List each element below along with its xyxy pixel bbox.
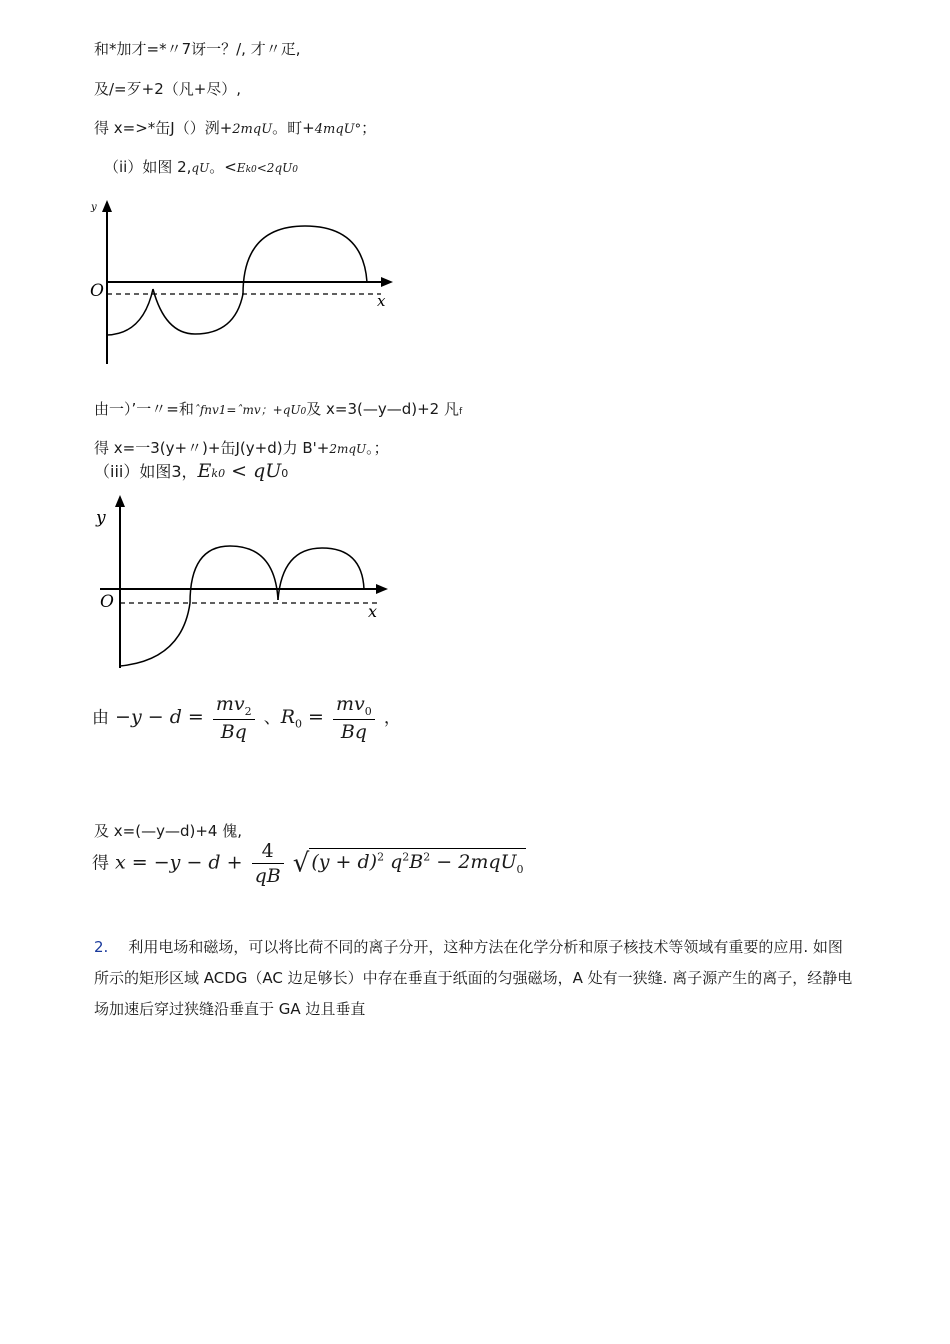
- eq2-sqrt-sign: √: [292, 848, 310, 879]
- eq1-equals: =: [308, 705, 324, 728]
- fig3-y-arrow: [115, 495, 125, 507]
- eq2-prefix: 得: [92, 853, 109, 874]
- line-1-text: 和*加才=*〃7讶一？/, 才〃疋,: [94, 40, 301, 58]
- line-6-part-a: 得 x=一3(y+〃)+缶J(y+d)力 B'+: [94, 439, 330, 457]
- fig2-origin-label: O: [90, 281, 104, 301]
- text-line-7: [94, 459, 288, 482]
- eq2-fraction: [252, 840, 284, 887]
- eq1-prefix: 由: [92, 707, 109, 728]
- figure-3: [90, 490, 400, 672]
- line-3-part-c: 。町+: [272, 119, 315, 137]
- eq2-radicand-d: − 2mqU: [430, 851, 517, 874]
- line-7-part-c: k0: [211, 467, 226, 480]
- line-6-part-b: 2mqU: [329, 442, 367, 456]
- line-4-part-c: 。<: [209, 158, 237, 176]
- line-3-part-b: 2mqU: [232, 122, 273, 137]
- line-2-text: 及/=歹+2（凡+尽）,: [94, 80, 242, 98]
- line-7-part-e: 0: [281, 467, 289, 480]
- text-line-5: [94, 398, 462, 419]
- line-3-part-e: ；: [361, 119, 377, 137]
- question-2-number: 2.: [94, 938, 109, 956]
- line-8-text: 及 x=(—y—d)+4 傀,: [94, 822, 242, 840]
- fig3-origin-label: O: [100, 592, 114, 612]
- eq1-f1-numerator: mv: [215, 693, 245, 715]
- eq2-lhs: x = −y − d +: [115, 851, 243, 874]
- eq1-r: R: [280, 705, 295, 728]
- eq1-separator: 、: [263, 707, 281, 728]
- fig3-x-label: x: [368, 602, 378, 621]
- figure-2: [85, 196, 405, 368]
- fig2-x-label: x: [377, 292, 386, 310]
- fig2-y-label: y: [91, 202, 97, 213]
- line-7-part-b: E: [197, 460, 212, 482]
- text-line-1: [94, 38, 300, 59]
- eq1-f2-numerator: mv: [336, 693, 365, 715]
- eq1-fraction-1: [213, 693, 255, 743]
- eq1-fraction-2: [333, 693, 375, 743]
- fig3-path-2: [190, 546, 278, 603]
- line-4-part-b: qU: [191, 161, 210, 175]
- eq1-lhs: −y − d =: [115, 705, 204, 728]
- text-line-6: [94, 437, 389, 458]
- question-2: [94, 932, 854, 1025]
- equation-2: [92, 840, 526, 887]
- fig2-path-2: [153, 289, 243, 334]
- eq1-f2-denominator: Bq: [340, 720, 367, 743]
- eq2-radicand-sup1: 2: [377, 850, 385, 864]
- line-3-part-a: 得 x=>*缶J（）洌+: [94, 119, 233, 137]
- eq1-f1-denominator: Bq: [220, 720, 247, 743]
- line-7-part-a: （iii）如图3，: [94, 462, 198, 481]
- line-3-part-d: 4mqU°: [314, 122, 362, 137]
- eq2-radicand-a: (y + d): [311, 851, 378, 874]
- line-4-part-d: E: [236, 161, 246, 175]
- line-6-part-c: 。；: [366, 439, 389, 457]
- line-7-part-d: < qU: [225, 460, 282, 482]
- eq2-radicand-sup3: 2: [423, 850, 431, 864]
- line-5-part-c: 0: [300, 407, 307, 417]
- fig3-x-arrow: [376, 584, 388, 594]
- eq2-radicand: [309, 848, 525, 877]
- line-5-part-d: 及 x=3(—y—d)+2 凡: [306, 400, 459, 418]
- line-4-part-a: （ii）如图 2,: [104, 158, 192, 176]
- line-4-part-f: <2qU: [256, 161, 293, 175]
- text-line-2: [94, 78, 241, 99]
- eq2-radicand-b: q: [384, 851, 403, 874]
- line-5-part-a: 由一）’一〃=和: [94, 400, 194, 418]
- text-line-4: [104, 156, 298, 177]
- question-2-text: 利用电场和磁场，可以将比荷不同的离子分开，这种方法在化学分析和原子核技术等领域有重要的应用. 如图所示的矩形区域 ACDG（AC 边足够长）中存在垂直于纸面的匀强磁场，A 处有一狭缝. 离子源产生的离子，经静电场加速后穿过狭缝沿垂直于 GA 边且垂直: [94, 938, 853, 1018]
- line-4-part-e: k0: [245, 165, 257, 175]
- fig3-path-1: [120, 603, 190, 666]
- text-line-3: [94, 117, 376, 138]
- eq2-frac-numerator: 4: [252, 840, 284, 864]
- eq2-radicand-c: B: [409, 851, 424, 874]
- eq1-r-sub: 0: [295, 717, 302, 731]
- eq1-f2-numerator-sub: 0: [364, 704, 372, 718]
- fig2-x-arrow: [381, 277, 393, 287]
- text-line-8: [94, 820, 242, 841]
- line-5-part-b: ˆfnv1=ˆmv；+qU: [193, 403, 301, 417]
- fig2-path-3: [243, 226, 367, 294]
- eq2-frac-denominator: qB: [254, 865, 281, 887]
- fig3-path-3: [278, 548, 364, 600]
- eq2-radicand-sub: 0: [516, 863, 524, 877]
- eq1-tail: ，: [383, 707, 401, 728]
- fig3-y-label: y: [96, 508, 106, 528]
- equation-1: [92, 693, 401, 743]
- fig2-y-arrow: [102, 200, 112, 212]
- eq1-f1-numerator-sub: 2: [244, 704, 252, 718]
- fig2-path-1: [107, 289, 153, 335]
- line-4-part-g: 0: [292, 165, 298, 175]
- eq2-radicand-sup2: 2: [402, 850, 410, 864]
- line-5-part-e: f: [458, 407, 463, 417]
